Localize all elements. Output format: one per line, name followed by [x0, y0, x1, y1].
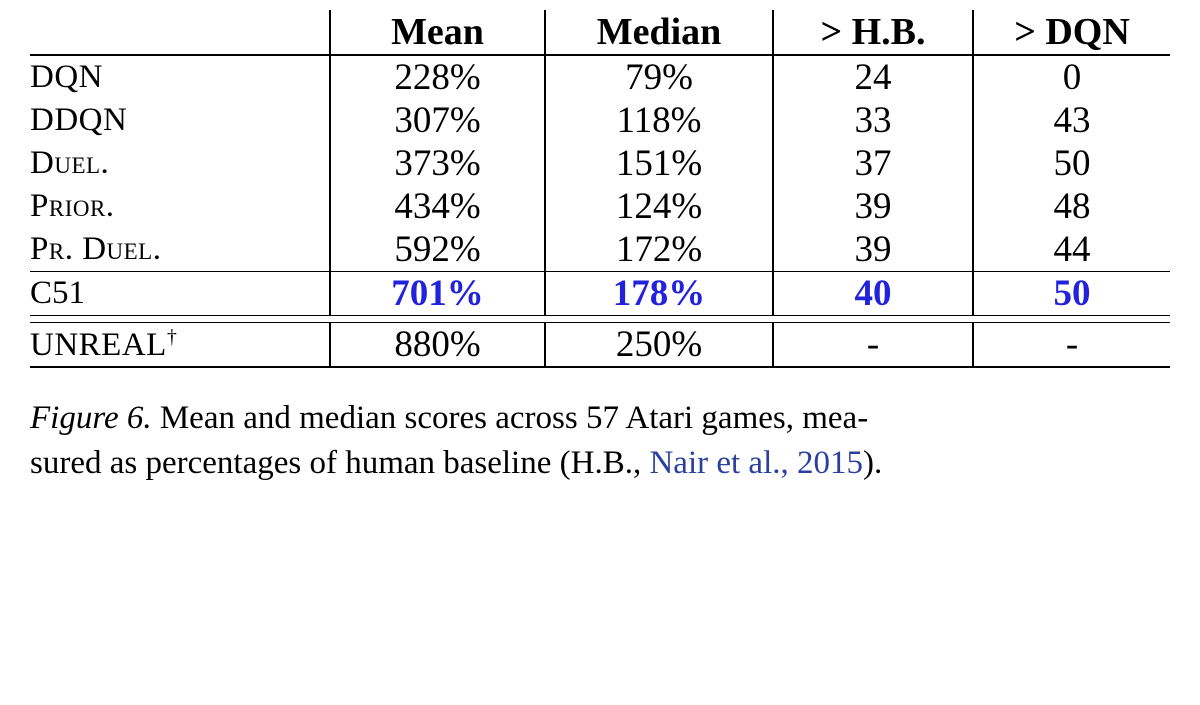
cell-c51-dqn: 50: [973, 272, 1170, 316]
cell-c51-mean: 701%: [330, 272, 545, 316]
column-header-mean: Mean: [330, 10, 545, 55]
row-label-unreal: [30, 323, 330, 367]
cell-dqn-mean: 228%: [330, 56, 545, 99]
cell-dqn-hb: 24: [773, 56, 973, 99]
cell-unreal-dqn: -: [973, 323, 1170, 367]
cell-prior-mean: 434%: [330, 185, 545, 228]
table-header-row: [30, 10, 1170, 55]
column-header-median: Median: [545, 10, 773, 55]
cell-c51-hb: 40: [773, 272, 973, 316]
caption-text-line3: ).: [863, 444, 883, 481]
row-label-dqn: DQN: [30, 59, 103, 95]
table-row: [30, 228, 1170, 272]
table-row: [30, 185, 1170, 228]
column-header-greater-hb: > H.B.: [773, 10, 973, 55]
cell-pr-duel-dqn: 44: [973, 228, 1170, 272]
cell-duel-median: 151%: [545, 142, 773, 185]
table-bottom-rule: [30, 367, 1170, 368]
cell-dqn-median: 79%: [545, 56, 773, 99]
citation-link[interactable]: Nair et al., 2015: [649, 444, 863, 481]
cell-ddqn-mean: 307%: [330, 99, 545, 142]
cell-duel-dqn: 50: [973, 142, 1170, 185]
cell-ddqn-median: 118%: [545, 99, 773, 142]
cell-prior-median: 124%: [545, 185, 773, 228]
cell-unreal-median: 250%: [545, 323, 773, 367]
cell-ddqn-dqn: 43: [973, 99, 1170, 142]
cell-unreal-mean: 880%: [330, 323, 545, 367]
cell-dqn-dqn: 0: [973, 56, 1170, 99]
figure-label: Figure 6.: [30, 400, 152, 436]
row-label-unreal-text: UNREAL: [30, 326, 167, 363]
cell-prior-dqn: 48: [973, 185, 1170, 228]
row-label-pr-duel: Pr. Duel.: [30, 231, 162, 267]
cell-duel-mean: 373%: [330, 142, 545, 185]
cell-pr-duel-median: 172%: [545, 228, 773, 272]
cell-c51-median: 178%: [545, 272, 773, 316]
cell-ddqn-hb: 33: [773, 99, 973, 142]
figure-caption: [30, 396, 1170, 485]
column-header-greater-dqn: > DQN: [973, 10, 1170, 55]
cell-duel-hb: 37: [773, 142, 973, 185]
table-row: [30, 99, 1170, 142]
cell-prior-hb: 39: [773, 185, 973, 228]
row-label-ddqn: DDQN: [30, 102, 128, 138]
row-label-c51: C51: [30, 275, 86, 311]
caption-text-line2: sured as percentages of human baseline (H.B.,: [30, 444, 650, 481]
row-label-duel: Duel.: [30, 145, 110, 181]
cell-unreal-hb: -: [773, 323, 973, 367]
table-row: [30, 56, 1170, 99]
row-label-prior: Prior.: [30, 188, 115, 224]
cell-pr-duel-mean: 592%: [330, 228, 545, 272]
table-row: [30, 323, 1170, 367]
table-row-highlighted: [30, 272, 1170, 316]
column-header-empty: [30, 10, 330, 55]
results-table: [30, 10, 1170, 368]
caption-text-line1: Mean and median scores across 57 Atari games, mea-: [151, 400, 869, 436]
dagger-footnote-marker: †: [166, 325, 178, 348]
cell-pr-duel-hb: 39: [773, 228, 973, 272]
table-row: [30, 142, 1170, 185]
